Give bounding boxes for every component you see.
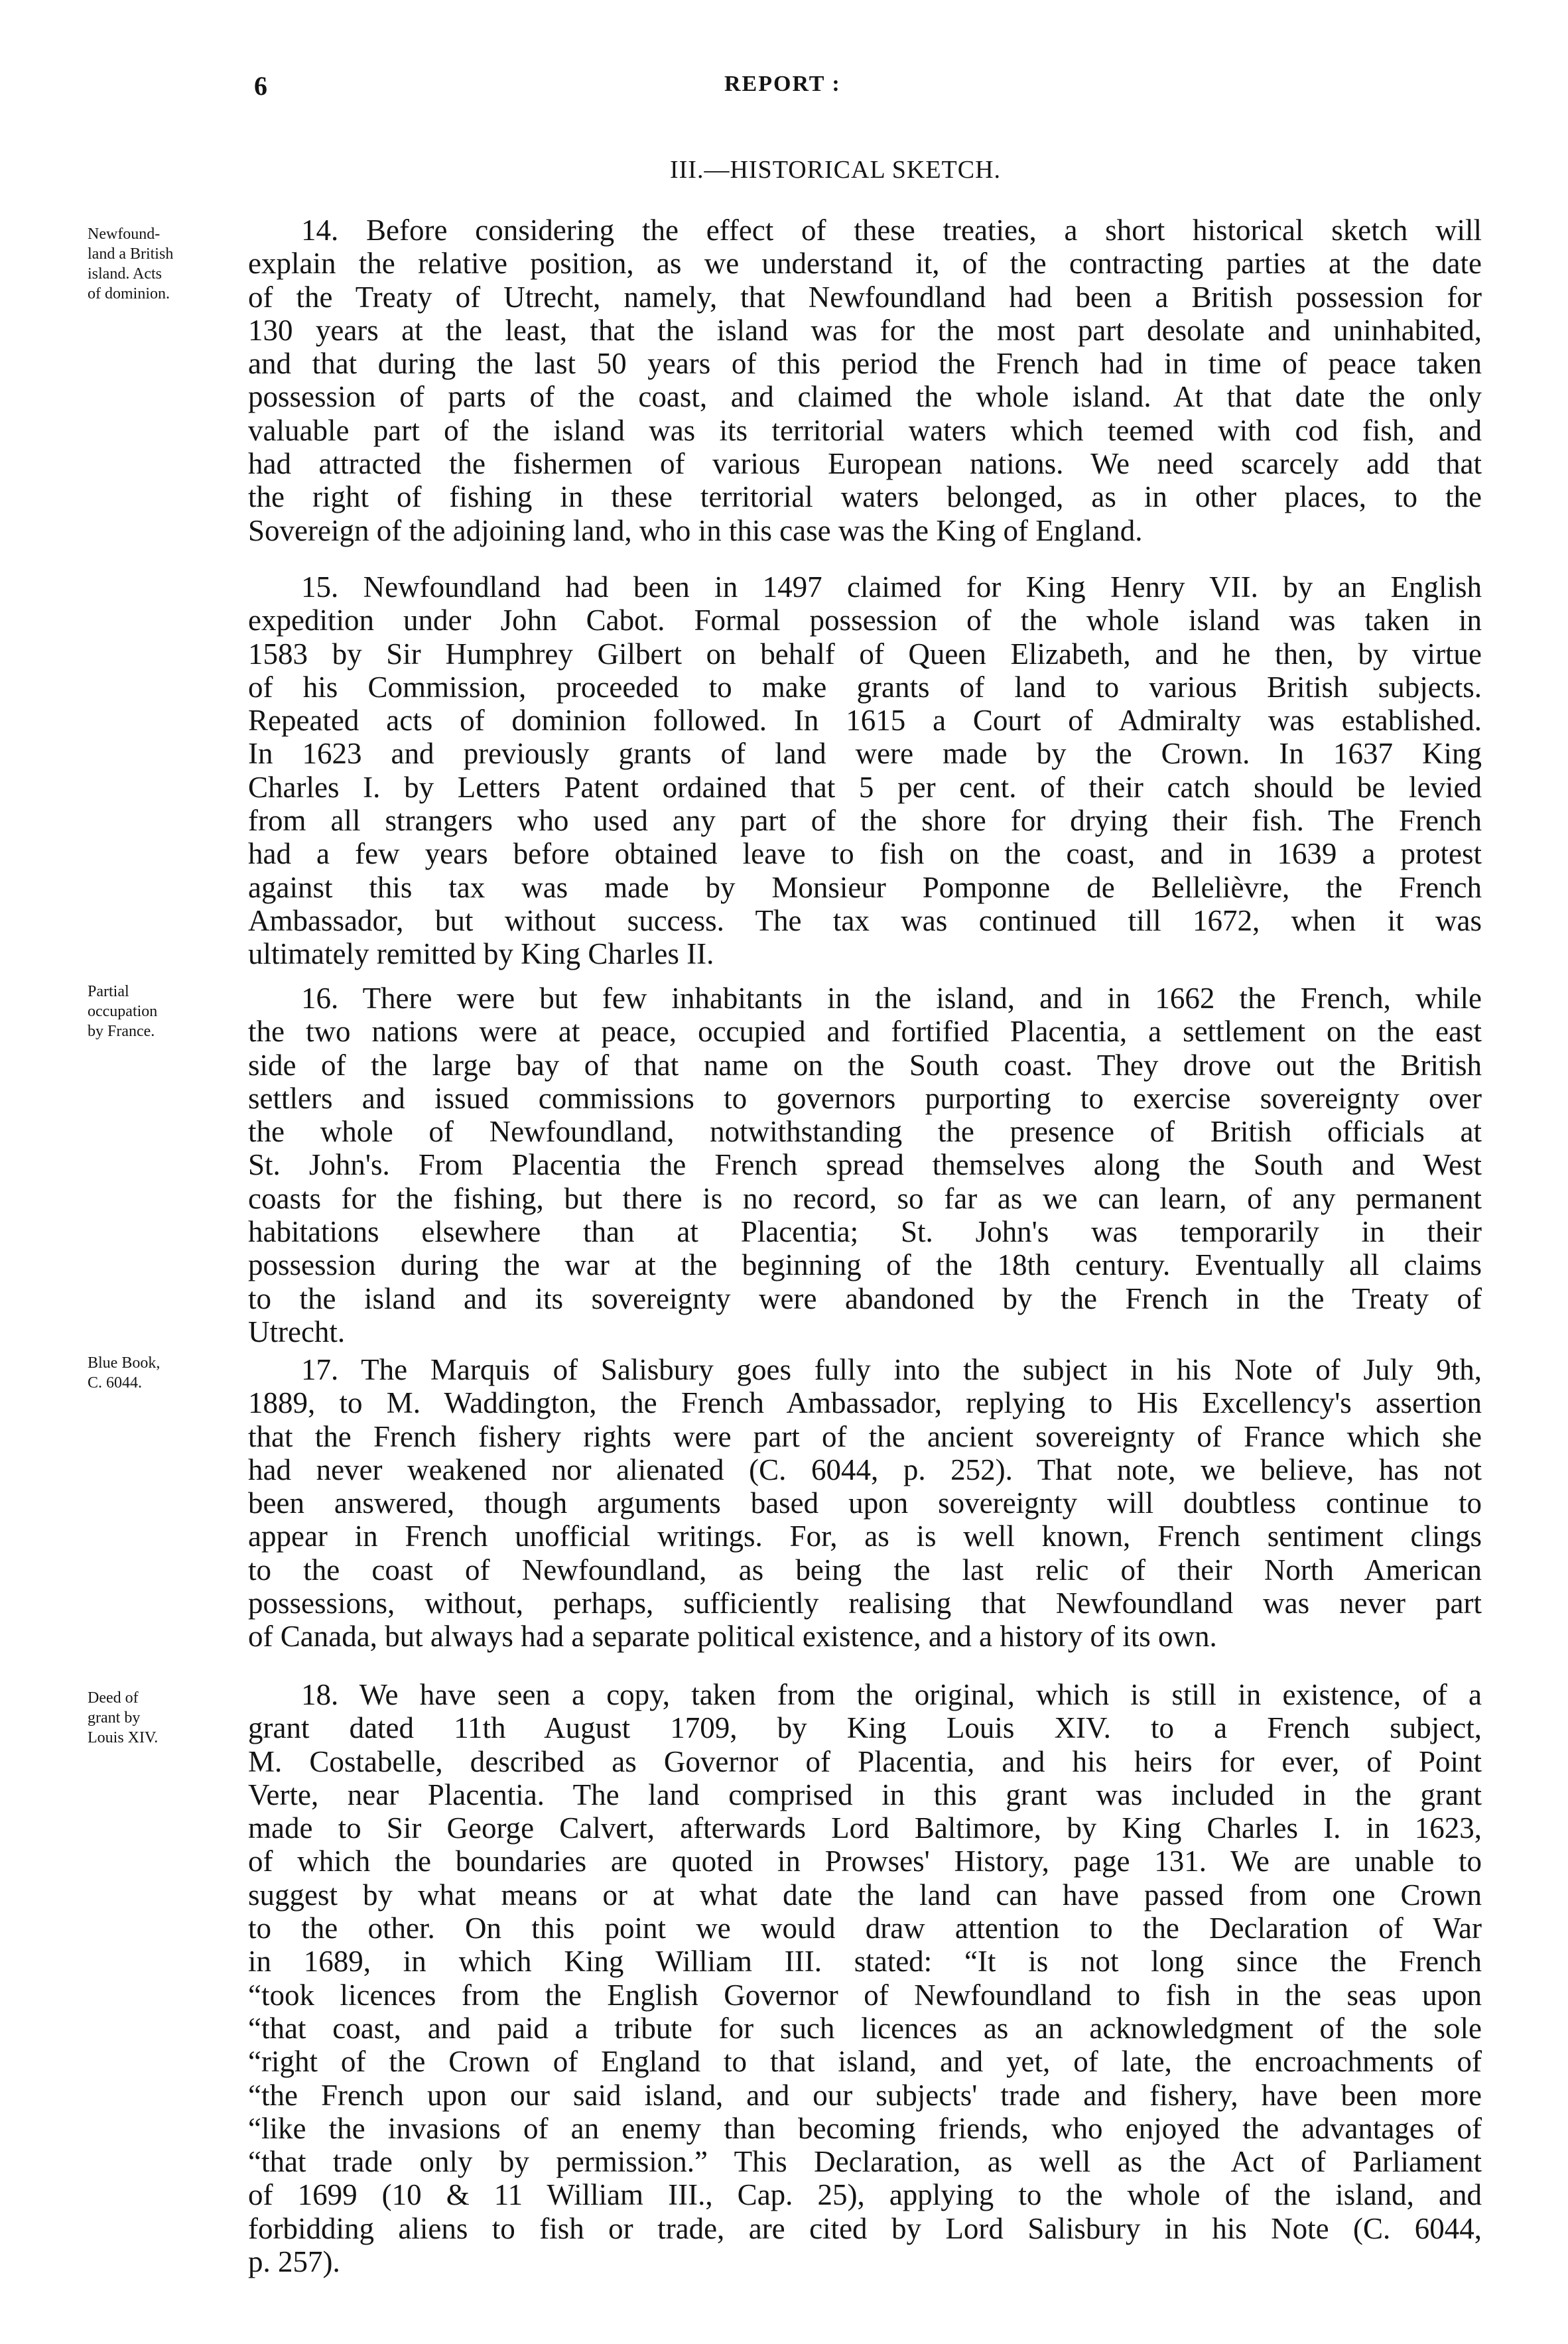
paragraph-line: possession of parts of the coast, and claimed the whole island. At that date the only: [248, 380, 1482, 414]
paragraph-line: to the other. On this point we would draw attention to the Declaration of War: [248, 1912, 1482, 1945]
paragraph-line: “right of the Crown of England to that island, and yet, of late, the encroachments of: [248, 2045, 1482, 2079]
paragraph-line: 16. There were but few inhabitants in the island, and in 1662 the French, while: [301, 982, 1482, 1015]
paragraph-line: 130 years at the least, that the island was for the most part desolate and uninhabited,: [248, 313, 1482, 347]
paragraph-line: 14. Before considering the effect of these treaties, a short historical sketch will: [301, 214, 1482, 247]
paragraph-17: [248, 1353, 1482, 1654]
paragraph-line: “took licences from the English Governor of Newfoundland to fish in the seas upon: [248, 1978, 1482, 2012]
paragraph-line: that the French fishery rights were part of the ancient sovereignty of France which she: [248, 1419, 1482, 1453]
paragraph-line: “that trade only by permission.” This Declaration, as well as the Act of Parliament: [248, 2145, 1482, 2179]
paragraph-line: M. Costabelle, described as Governor of Placentia, and his heirs for ever, of Point: [248, 1744, 1482, 1778]
paragraph-line: possessions, without, perhaps, sufficiently realising that Newfoundland was never part: [248, 1587, 1482, 1620]
paragraph-line: Utrecht.: [248, 1315, 346, 1348]
paragraph-line: “that coast, and paid a tribute for such licences as an acknowledgment of the sole: [248, 2011, 1482, 2045]
paragraph-line: 18. We have seen a copy, taken from the original, which is still in existence, of a: [301, 1678, 1482, 1711]
paragraph-line: had never weakened nor alienated (C. 6044, p. 252). That note, we believe, has not: [248, 1453, 1482, 1486]
paragraph-15: [248, 570, 1482, 971]
paragraph-line: to the coast of Newfoundland, as being the last relic of their North American: [248, 1553, 1482, 1587]
paragraph-line: in 1689, in which King William III. stated: “It is not long since the French: [248, 1945, 1482, 1979]
paragraph-line: Repeated acts of dominion followed. In 1615 a Court of Admiralty was established.: [248, 704, 1482, 738]
paragraph-16: [248, 982, 1482, 1348]
paragraph-line: and that during the last 50 years of this period the French had in time of peace taken: [248, 347, 1482, 381]
paragraph-line: the whole of Newfoundland, notwithstanding the presence of British officials at: [248, 1115, 1482, 1149]
paragraph-line: Charles I. by Letters Patent ordained that 5 per cent. of their catch should be levied: [248, 770, 1482, 804]
paragraph-line: 1583 by Sir Humphrey Gilbert on behalf of Queen Elizabeth, and he then, by virtue: [248, 637, 1482, 671]
paragraph-line: to the island and its sovereignty were abandoned by the French in the Treaty of: [248, 1281, 1482, 1315]
paragraph-line: suggest by what means or at what date the land can have passed from one Crown: [248, 1878, 1482, 1912]
paragraph-line: valuable part of the island was its territorial waters which teemed with cod fish, and: [248, 413, 1482, 447]
paragraph-line: Verte, near Placentia. The land comprised in this grant was included in the grant: [248, 1778, 1482, 1811]
paragraph-line: forbidding aliens to fish or trade, are cited by Lord Salisbury in his Note (C. 6044,: [248, 2211, 1482, 2245]
paragraph-line: settlers and issued commissions to governors purporting to exercise sovereignty over: [248, 1081, 1482, 1115]
paragraph-line: the right of fishing in these territorial waters belonged, as in other places, to the: [248, 480, 1482, 514]
paragraph-line: been answered, though arguments based upon sovereignty will doubtless continue to: [248, 1486, 1482, 1520]
paragraph-line: Ambassador, but without success. The tax was continued till 1672, when it was: [248, 903, 1482, 937]
paragraph-line: St. John's. From Placentia the French spread themselves along the South and West: [248, 1148, 1482, 1182]
paragraph-line: ultimately remitted by King Charles II.: [248, 937, 714, 971]
paragraph-line: had a few years before obtained leave to fish on the coast, and in 1639 a protest: [248, 837, 1482, 871]
running-head: REPORT :: [724, 72, 841, 96]
paragraph-line: possession during the war at the beginning of the 18th century. Eventually all claims: [248, 1248, 1482, 1282]
paragraph-line: expedition under John Cabot. Formal possession of the whole island was taken in: [248, 604, 1482, 637]
paragraph-line: appear in French unofficial writings. For, as is well known, French sentiment clings: [248, 1520, 1482, 1553]
paragraph-line: of 1699 (10 & 11 William III., Cap. 25), applying to the whole of the island, and: [248, 2178, 1482, 2212]
margin-note: Partial occupation by France.: [88, 983, 158, 1040]
paragraph-line: of the Treaty of Utrecht, namely, that Newfoundland had been a British possession for: [248, 280, 1482, 314]
paragraph-line: against this tax was made by Monsieur Pomponne de Bellelièvre, the French: [248, 870, 1482, 904]
paragraph-line: grant dated 11th August 1709, by King Louis XIV. to a French subject,: [248, 1711, 1482, 1745]
paragraph-18: [248, 1678, 1482, 2278]
paragraph-line: Sovereign of the adjoining land, who in this case was the King of England.: [248, 513, 1143, 547]
paragraph-line: 17. The Marquis of Salisbury goes fully into the subject in his Note of July 9th,: [301, 1353, 1482, 1386]
margin-note: Deed of grant by Louis XIV.: [88, 1689, 159, 1746]
paragraph-line: had attracted the fishermen of various European nations. We need scarcely add that: [248, 447, 1482, 481]
paragraph-line: the two nations were at peace, occupied and fortified Placentia, a settlement on the east: [248, 1015, 1482, 1049]
paragraph-line: explain the relative position, as we understand it, of the contracting parties at the date: [248, 247, 1482, 281]
page-number: 6: [254, 71, 267, 101]
paragraph-line: from all strangers who used any part of the shore for drying their fish. The French: [248, 804, 1482, 838]
paragraph-line: p. 257).: [248, 2245, 340, 2279]
paragraph-line: 1889, to M. Waddington, the French Ambassador, replying to His Excellency's assertion: [248, 1386, 1482, 1420]
paragraph-line: coasts for the fishing, but there is no record, so far as we can learn, of any permanent: [248, 1181, 1482, 1215]
paragraph-line: of Canada, but always had a separate political existence, and a history of its own.: [248, 1620, 1217, 1654]
paragraph-line: 15. Newfoundland had been in 1497 claimed for King Henry VII. by an English: [301, 570, 1482, 604]
paragraph-line: habitations elsewhere than at Placentia; St. John's was temporarily in their: [248, 1215, 1482, 1249]
section-heading: III.—HISTORICAL SKETCH.: [670, 156, 1002, 184]
paragraph-line: side of the large bay of that name on the South coast. They drove out the British: [248, 1048, 1482, 1082]
paragraph-line: of his Commission, proceeded to make grants of land to various British subjects.: [248, 670, 1482, 704]
paragraph-line: “the French upon our said island, and our subjects' trade and fishery, have been more: [248, 2078, 1482, 2112]
paragraph-14: [248, 214, 1482, 547]
margin-note: Newfound- land a British island. Acts of dominion.: [88, 226, 174, 302]
paragraph-line: made to Sir George Calvert, afterwards Lord Baltimore, by King Charles I. in 1623,: [248, 1811, 1482, 1845]
paragraph-line: of which the boundaries are quoted in Prowses' History, page 131. We are unable to: [248, 1845, 1482, 1878]
paragraph-line: In 1623 and previously grants of land were made by the Crown. In 1637 King: [248, 737, 1482, 771]
paragraph-line: “like the invasions of an enemy than becoming friends, who enjoyed the advantages of: [248, 2111, 1482, 2145]
margin-note: Blue Book, C. 6044.: [88, 1354, 161, 1392]
